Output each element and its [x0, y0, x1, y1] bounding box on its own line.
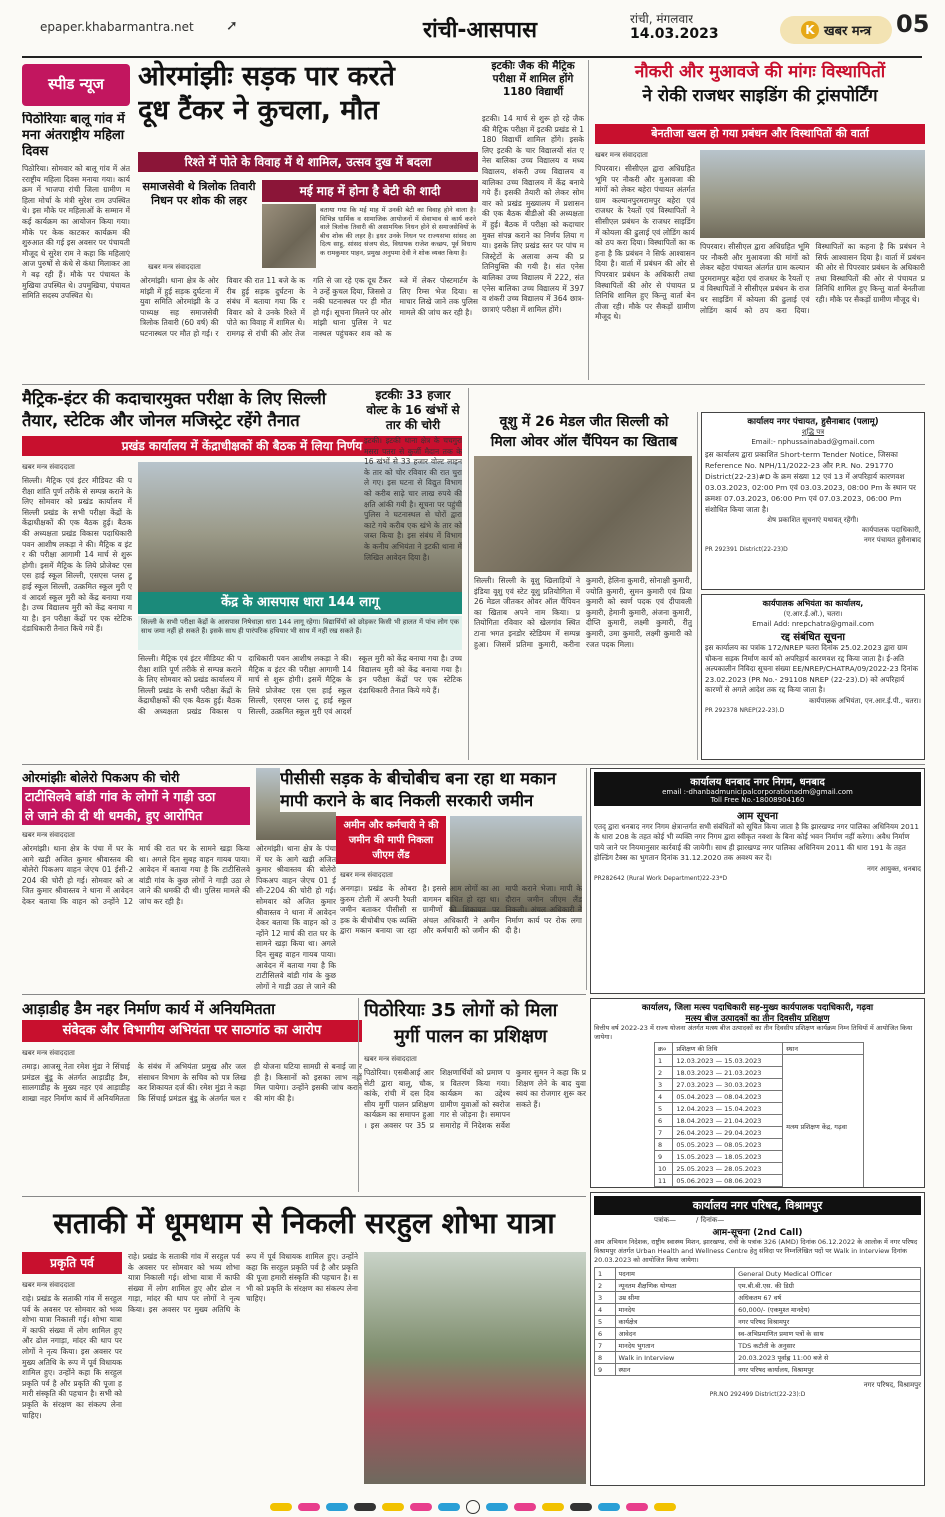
- section-title: रांची-आसपास: [423, 18, 537, 43]
- story1-side-title: समाजसेवी थे त्रिलोक तिवारी निधन पर शोक की लहर: [142, 180, 256, 207]
- story6-headline: वूशु में 26 मेडल जीत सिल्ली को मिला ओवर ऑल चैंपियन का खिताब: [490, 414, 678, 450]
- table-cell: 6: [655, 1115, 673, 1127]
- table-cell: नगर परिषद कार्यालय, विश्रामपुर: [735, 1364, 921, 1376]
- table-cell: 15.05.2023 — 18.05.2023: [673, 1151, 783, 1163]
- city-day: रांची, मंगलवार: [630, 12, 694, 26]
- table-row: [595, 1340, 921, 1352]
- portrait-photo: [262, 204, 316, 268]
- ad3-header: [594, 772, 921, 806]
- story2-headline: इटकीः जैक की मैट्रिक परीक्षा में शामिल होंगे 1180 विद्यार्थी: [491, 60, 575, 98]
- story1-strap: रिश्ते में पोते के विवाह में थे शामिल, उत्सव दुख में बदला: [138, 152, 478, 172]
- story4-body-b: सिल्ली। मैट्रिक एवं इंटर मीडियट की परीक्षा शांति पूर्ण तरीके से सम्पन्न कराने के लिए सोमवार को प्रखंड कार्यालय में सिल्ली प्रखंड के सभी परीक्षा केंद्रों के केंद्राधीक्षकों की एक बैठक हुई। बैठक की अध्यक्षता प्रखंड विकास पदाधिकारी पवन आशीष लकड़ा ने की। मैट्रिक व इंटर की परीक्षा आगामी 14 मार्च से शुरू होगी। इसमें मैट्रिक के लिये प्रोजेक्ट एस एस हाई स्कूल सिल्ली, एसएस प्लस टू हाई स्कूल सिल्ली, उत्क्रमित स्कूल मुरी एवं आदर्श स्कूल मुरी को केंद्र बनाया गया है। उच्च विद्यालय मुरी को केंद्र बनाया गया है। इन परीक्षा केंद्रों पर एक स्टेटिक दंडाधिकारी तैनात किये गये हैं।: [138, 654, 462, 716]
- story3-byline: खबर मन्त्र संवाददाता: [595, 151, 648, 159]
- story4-caption-body: सिल्ली के सभी परीक्षा केंद्रों के आसपास निषेधाज्ञा धारा 144 लागू रहेगा। विद्यार्थियों को छोड़कर किसी भी हालत में पांच लोग एक साथ जमा नहीं हो सकते हैं। इसके साथ ही पारंपरिक हथियार भी साथ में नहीं रख सकते हैं।: [138, 616, 462, 650]
- registration-mark-icon: [466, 1500, 480, 1514]
- table-cell: TDS कटौती के अनुसार: [735, 1340, 921, 1352]
- table-cell: 27.03.2023 — 30.03.2023: [673, 1079, 783, 1091]
- cursor-icon: ➚: [226, 18, 238, 34]
- story10-byline: खबर मन्त्र संवाददाता: [364, 1055, 417, 1063]
- table-cell: 2: [655, 1067, 673, 1079]
- page-number: 05: [896, 10, 930, 38]
- story1-body: ओरमांझी। थाना क्षेत्र के ओरमांझी में हुई सड़क दुर्घटना में युवा समिति ओरमांझी के उपाध्यक्ष सह समाजसेवी त्रिलोक तिवारी (60 वर्ष) की घटनास्थल पर मौत हो गई। रविवार की रात 11 बजे के करीब हुई सड़क दुर्घटना के संबंध में बताया गया कि रविवार को वे उनके रिश्ते में पोते का विवाह में शामिल थे। रामगढ़ से रांची की ओर तेज गति से जा रहे एक दूध टैंकर ने उन्हें कुचल दिया, जिससे उनकी घटनास्थल पर ही मौत हो गई। सूचना मिलने पर ओरमांझी थाना पुलिस ने घटनास्थल पहुंचकर शव को कब्जे में लेकर पोस्टमार्टम के लिए रिम्स भेज दिया। समाचार लिखे जाने तक पुलिस मामले की जांच कर रही है।: [140, 276, 478, 338]
- story2-body: इटकी। 14 मार्च से शुरू हो रहे जैक की मैट्रिक परीक्षा में इटकी प्रखंड से 1180 विद्यार्थी शामिल होंगे। इसके लिए इटकी के चार विद्यालयों संत एनेस बालिका उच्च विद्यालय व मध्य विद्यालय, शंकरी उच्च विद्यालय व बालिका उच्च विद्यालय में केंद्र बनाये गये हैं। इसकी तैयारी को लेकर सोमवार को प्रखंड मुख्यालय में प्रशासन की एक बैठक बीडीओ की अध्यक्षता में हुई। बैठक में परीक्षा को कदाचार मुक्त संपन्न कराने का निर्णय लिया गया। इसके लिए प्रखंड स्तर पर पांच मजिस्ट्रेटों के अलावा अन्य की प्रतिनियुक्ति की गयी है। संत एनेस बालिका उच्च विद्यालय में 222, संत एनेस बालिका उच्च विद्यालय में 397 व शंकरी उच्च विद्यालय में 364 छात्र-छात्राएं परीक्षा में शामिल होंगे।: [482, 114, 584, 314]
- table-cell: 1: [655, 1055, 673, 1067]
- brand-logo: K खबर मन्त्र: [780, 16, 892, 44]
- ad3-title: आम सूचना: [737, 811, 778, 822]
- ad2-sign: कार्यपालक अभियंता, एन.आर.ई.पी., चतरा।: [809, 696, 921, 705]
- wushu-team-photo: [474, 456, 692, 572]
- print-registration-strip: [0, 1496, 945, 1517]
- ad1-office: कार्यालय नगर पंचायत, हुसैनाबाद (पलामू): [747, 417, 879, 427]
- story10-body: पिठोरिया। एसबीआई आरसेटी द्वारा बालू, चौक, कांके, रांची में दस दिवसीय मुर्गी पालन प्रशिक्षण कार्यक्रम का समापन हुआ। इस अवसर पर 35 प्रशिक्षणार्थियों को प्रमाण पत्र वितरण किया गया। कार्यक्रम का उद्देश्य ग्रामीण युवाओं को स्वरोजगार से जोड़ना है। समापन समारोह में निदेशक सर्वेश कुमार सुमन ने कहा कि प्रशिक्षण लेने के बाद युवा स्वयं का रोजगार शुरू कर सकते हैं।: [364, 1068, 586, 1130]
- table-cell: मानदेय भुगतान: [615, 1340, 735, 1352]
- story10-headline: पिठोरियाः 35 लोगों को मिला मुर्गी पालन का प्रशिक्षण: [364, 1000, 558, 1047]
- table-cell: 18.03.2023 — 21.03.2023: [673, 1067, 783, 1079]
- story7-body-c: ओरमांझी। थाना क्षेत्र के पंचा में घर के आगे खड़ी अजित कुमार श्रीवास्तव की बोलेरो पिकअप वाहन जेएच 01 ईसी-2204 की चोरी हो गई। सोमवार को अजित कुमार श्रीवास्तव ने थाना में आवेदन देकर बताया कि वाहन को उन्होंने 12 मार्च की रात घर के सामने खड़ा किया था। अगले दिन सुबह वाहन गायब पाया। आवेदन में बताया गया है कि टाटीसिलवे बांडी गांव के कुछ लोगों ने गाड़ी उठा ले जाने की: [256, 844, 336, 990]
- brief-body: पिठोरिया। सोमवार को बालू गांव में अंतरराष्ट्रीय महिला दिवस मनाया गया। कार्यक्रम में भाजपा रांची जिला ग्रामीण महिला मोर्चा के मंत्री सुरेश राम उपस्थित थे। इस मौके पर महिलाओं के सम्मान में कई कार्यक्रम का आयोजन किया गया। मौके पर केक काटकर कार्यक्रम की शुरुआत की गई इस अवसर पर पंचायती मौजूद थे सुरेश राम ने कहा कि महिलाएं आज पुरुषों से कंधे से कंधा मिलाकर आगे बढ़ रही हैं। मौके पर पंचायत के मुखिया उपस्थित थे। उपमुखिया, पंचायत समिति सदस्य उपस्थित थे।: [22, 164, 130, 301]
- story11-body-b: राहे। प्रखंड के सताकी गांव में सरहुल पर्व के अवसर पर सोमवार को भव्य शोभा यात्रा निकाली गई। शोभा यात्रा में काफी संख्या में लोग शामिल हुए और ढोल नगाड़ा, मांदर की थाप पर लोगों ने नृत्य किया। इस अवसर पर मुख्य अतिथि के रूप में पूर्व विधायक शामिल हुए। उन्होंने कहा कि सरहुल प्रकृति पर्व है और प्रकृति की पूजा हमारी संस्कृति की पहचान है। सभी को प्रकृति के संरक्षण का संकल्प लेना चाहिए।: [128, 1252, 358, 1314]
- table-row: [595, 1268, 921, 1280]
- table-cell: 7: [595, 1340, 616, 1352]
- table-cell: न्यूनतम शैक्षणिक योग्यता: [615, 1280, 735, 1292]
- ad5-pr: PR.NO 292499 District(22-23):D: [709, 1391, 806, 1398]
- ad3-sign: नगर आयुक्त, धनबाद: [866, 864, 921, 873]
- table-cell: 9: [595, 1364, 616, 1376]
- ad5-sign: नगर परिषद, विश्रामपुर: [863, 1381, 921, 1389]
- table-cell: 05.06.2023 — 08.06.2023: [673, 1175, 783, 1187]
- table-cell: अधिकतम 67 वर्ष: [735, 1292, 921, 1304]
- table-row: [595, 1316, 921, 1328]
- ad-hussainabad: [701, 412, 925, 590]
- story9-byline: खबर मन्त्र संवाददाता: [22, 1049, 75, 1057]
- story8-headline: पीसीसी सड़क के बीचोबीच बना रहा था मकान मापी कराने के बाद निकली सरकारी जमीन: [280, 768, 582, 812]
- story8-body: अनगड़ा। प्रखंड के ओबरा कुरुम टोली में अपनी रैयती जमीन बताकर पीसीसी सड़क के बीचोबीच एक व्यक्ति द्वारा मकान बनाया जा रहा है। इससे आम लोगों का आवागमन बाधित हो रहा था। ग्रामीणों की शिकायत पर अंचल अधिकारी ने अमीन और कर्मचारी को जमीन की मापी कराने भेजा। मापी के दौरान जमीन जीएम लैंड निकली। अंचल अधिकारी ने निर्माण कार्य पर रोक लगा दी है।: [340, 884, 582, 936]
- table-cell: [655, 1187, 673, 1189]
- table-cell: 10: [655, 1163, 673, 1175]
- ad5-office: कार्यालय नगर परिषद, विश्रामपुर: [594, 1196, 921, 1215]
- ad5-intro: आम अभियान निदेशक, राष्ट्रीय स्वास्थ्य मिशन, झारखण्ड, रांची के पत्रांक 326 (AMD) दिनांक 06.12.2022 के आलोक में नगर परिषद विश्रामपुर अंतर्गत Urban Health and Wellness Centre हेतु संविदा पर निम्नलिखित पदों पर Walk in Interview दिनांक 20.03.2023 को आयोजित किया जायेगा।: [594, 1238, 918, 1264]
- protest-photo: [700, 150, 925, 238]
- story4-body-a: सिल्ली। मैट्रिक एवं इंटर मीडियट की परीक्षा शांति पूर्ण तरीके से सम्पन्न कराने के लिए सोमवार को प्रखंड कार्यालय में सिल्ली प्रखंड के सभी परीक्षा केंद्रों के केंद्राधीक्षकों की एक बैठक हुई। बैठक की अध्यक्षता प्रखंड विकास पदाधिकारी पवन आशीष लकड़ा ने की। मैट्रिक व इंटर की परीक्षा आगामी 14 मार्च से शुरू होगी। इसमें मैट्रिक के लिये प्रोजेक्ट एस एस हाई स्कूल सिल्ली, एसएस प्लस टू हाई स्कूल सिल्ली, उत्क्रमित स्कूल मुरी एवं आदर्श स्कूल मुरी को केंद्र बनाया गया है। उच्च विद्यालय मुरी को केंद्र बनाया गया है। इन परीक्षा केंद्रों पर एक स्टेटिक दंडाधिकारी तैनात किये गये हैं।: [22, 476, 132, 634]
- table-cell: स्व-अभिप्रमाणित प्रमाण पत्रों के साथ: [735, 1328, 921, 1340]
- sarhul-procession-photo: [364, 1252, 586, 1484]
- ad-chatra: [701, 594, 925, 760]
- ad4-table: [654, 1042, 864, 1188]
- table-cell: 05.04.2023 — 08.04.2023: [673, 1091, 783, 1103]
- brief-title: पिठोरियाः बालू गांव में मना अंतराष्ट्रीय महिला दिवस: [22, 112, 125, 159]
- table-row: [595, 1328, 921, 1340]
- table-cell: 2: [595, 1280, 616, 1292]
- story7-body: ओरमांझी। थाना क्षेत्र के पंचा में घर के आगे खड़ी अजित कुमार श्रीवास्तव की बोलेरो पिकअप वाहन जेएच 01 ईसी-2204 की चोरी हो गई। सोमवार को अजित कुमार श्रीवास्तव ने थाना में आवेदन देकर बताया कि वाहन को उन्होंने 12 मार्च की रात घर के सामने खड़ा किया था। अगले दिन सुबह वाहन गायब पाया। आवेदन में बताया गया है कि टाटीसिलवे बांडी गांव के कुछ लोगों ने गाड़ी उठा ले जाने की धमकी दी थी। पुलिस मामले की जांच कर रही है।: [22, 844, 250, 906]
- table-cell: 5: [595, 1316, 616, 1328]
- table-cell: Walk in Interview: [615, 1352, 735, 1364]
- ad3-pr: PR282642 (Rural Work Department)22-23*D: [594, 874, 728, 882]
- story1-headline: ओरमांझीः सड़क पार करते दूध टैंकर ने कुचला, मौत: [138, 61, 395, 126]
- table-cell: स्थान: [615, 1364, 735, 1376]
- speed-news-badge: स्पीड न्यूज: [22, 64, 130, 106]
- story8-byline: खबर मन्त्र संवाददाता: [340, 871, 393, 879]
- ad4-intro: वित्तीय वर्ष 2022-23 में राज्य योजना अंतर्गत मत्स्य बीज उत्पादकों का तीन दिवसीय प्रशिक्षण कार्यक्रम निम्न तिथियों में आयोजित किया जायेगा।: [594, 1024, 913, 1041]
- table-cell: 7: [655, 1127, 673, 1139]
- table-cell: मानदेय: [615, 1304, 735, 1316]
- table-cell: 12.04.2023 — 15.04.2023: [673, 1103, 783, 1115]
- table-cell: 3: [595, 1292, 616, 1304]
- ad-garhwa: [590, 998, 925, 1188]
- table-cell: आवेदन: [615, 1328, 735, 1340]
- table-cell: 8: [655, 1139, 673, 1151]
- ad5-patrank: पत्रांक—: [654, 1216, 677, 1224]
- story9-body: तमाड़। आजसू नेता रमेश मुंडा ने सिंचाई प्रमंडल बुंडू के अंतर्गत आड़ाडीह डैम, सालगाडीह के मुख्य नहर एवं आड़ाडीह शाखा नहर निर्माण कार्य में अनियमितता के संबंध में अभियंता प्रमुख और जल संसाधन विभाग के सचिव को पत्र लिख कर शिकायत दर्ज की। रमेश मुंडा ने कहा कि सिंचाई प्रमंडल बुंडू के अंतर्गत चल रही योजना घटिया सामग्री से बनाई जा रही है। किसानों को इसका लाभ नहीं मिल पायेगा। उन्होंने इसकी जांच कराने की मांग की है।: [22, 1062, 362, 1103]
- table-cell: 9: [655, 1151, 673, 1163]
- story9-headline: आड़ाडीह डैम नहर निर्माण कार्य में अनियमितता संवेदक और विभागीय अभियंता पर साठगांठ का आरोप: [22, 998, 362, 1042]
- story1-byline: खबर मन्त्र संवाददाता: [148, 263, 201, 271]
- table-cell: General Duty Medical Officer: [735, 1268, 921, 1280]
- table-cell: मत्स्य प्रशिक्षण केंद्र, गढ़वा: [783, 1055, 864, 1189]
- ad1-type: शुद्धि पत्र: [801, 428, 825, 436]
- table-cell: एम.बी.बी.एस. की डिग्री: [735, 1280, 921, 1292]
- table-row: [595, 1292, 921, 1304]
- table-cell: 8: [595, 1352, 616, 1364]
- table-header-row: [655, 1043, 864, 1055]
- ad2-pr: PR 292378 NREP(22-23).D: [705, 706, 785, 714]
- story5-headline: इटकीः 33 हजार वोल्ट के 16 खंभों से तार की चोरी: [364, 388, 462, 433]
- ad5-dinank: / दिनांक—: [696, 1216, 725, 1224]
- story3-headline: नौकरी और मुआवजे की मांगः विस्थापितों ने रोकी राजधर साइडिंग की ट्रांसपोर्टिंग: [634, 62, 886, 106]
- table-cell: 60,000/- (एकमुश्त मानदेय): [735, 1304, 921, 1316]
- table-cell: [673, 1187, 783, 1189]
- table-cell: 11: [655, 1175, 673, 1187]
- ad5-table: [594, 1267, 921, 1376]
- story1-box-body: बताया गया कि मई माह में उनकी बेटी का विवाह होने वाला है। विभिन्न धार्मिक व सामाजिक आयोजनों में सेवाभाव से कार्य करने वाले त्रिलोक तिवारी की असामयिक निधन होने से समाजसेवियों के बीच शोक की लहर है। इधर उनके निधन पर राज्यसभा सांसद आदित्य साहु, सांसद संजय सेठ, विधायक राजेश कच्छप, पूर्व विधायक रामकुमार पाहन, प्रमुख अनुपमा देवी ने शोक व्यक्त किया है।: [320, 206, 476, 257]
- ad4-office: कार्यालय, जिला मत्स्य पदाधिकारी सह-मुख्य कार्यपालक पदाधिकारी, गढ़वा: [641, 1003, 874, 1013]
- table-cell: 3: [655, 1079, 673, 1091]
- table-header: स्थान: [783, 1043, 864, 1055]
- ad1-email: Email:- nphussainabad@gmail.com: [751, 438, 875, 446]
- story6-body: सिल्ली। सिल्ली के वूशु खिलाड़ियों ने इंडिया वूशु एवं स्टेट वूशु प्रतियोगिता में 26 मेडल जीतकर ओवर ऑल चैंपियन का खिताब अपने नाम किया। प्रतियोगिता रविवार को खेलगांव स्थित टाना भगत इनडोर स्टेडियम में सम्पन्न हुआ। जिसमें प्रतिमा कुमारी, करीना कुमारी, हेलिना कुमारी, सोनाक्षी कुमारी, ज्योति कुमारी, सुमन कुमारी एवं प्रिया कुमारी को स्वर्ण पदक एवं दीपावली कुमारी, हेमानी कुमारी, अंजना कुमारी, दीप्ति कुमारी, लक्ष्मी कुमारी, रीतु कुमारी, उमा कुमारी, लक्ष्मी कुमारी को रजत पदक मिला।: [474, 576, 692, 649]
- table-header: क्र०: [655, 1043, 673, 1055]
- story1-box-title: मई माह में होना है बेटी की शादी: [262, 180, 478, 202]
- table-cell: 1: [595, 1268, 616, 1280]
- ad1-body: इस कार्यालय द्वारा प्रकाशित Short-term Tender Notice, जिसका Reference No. NPH/11/2022-23 और P.R. No. 291770 District(22-23)#D के क्रम संख्या 12 एवं 13 में अपरिहार्य कारणवश 03.03.2023, 02:00 Pm एवं 03.03.2023, 08:00 Pm के स्थान पर क्रमशः 07.03.2023, 06:00 Pm एवं 07.03.2023, 06:00 Pm संशोधित किया जाता है।: [705, 450, 916, 514]
- logo-icon: K: [801, 21, 819, 39]
- ad2-sub: (ए.आर.ई.ओ.), चतरा।: [783, 610, 843, 618]
- story7-headline: ओरमांझीः बोलेरो पिकअप की चोरी टाटीसिलवे बांडी गांव के लोगों ने गाड़ी उठा ले जाने की दी थी धमकी, हुए आरोपित: [22, 768, 250, 825]
- ad4-title: मत्स्य बीज उत्पादकों का तीन दिवसीय प्रशिक्षण: [685, 1014, 830, 1024]
- story4-headline: मैट्रिक-इंटर की कदाचारमुक्त परीक्षा के लिए सिल्ली तैयार, स्टेटिक और जोनल मजिस्ट्रेट रहेंगे तैनात: [22, 389, 326, 430]
- table-cell: 12.03.2023 — 15.03.2023: [673, 1055, 783, 1067]
- story3-strap: बेनतीजा खत्म हो गया प्रबंधन और विस्थापितों की वार्ता: [595, 124, 925, 144]
- story4-strap: प्रखंड कार्यालय में केंद्राधीक्षकों की बैठक में लिया निर्णय: [22, 436, 462, 456]
- ad3-email: email :-dhanbadmunicipalcorporationadm@gmail.com: [662, 788, 853, 796]
- story11-headline: सताकी में धूमधाम से निकली सरहुल शोभा यात्रा: [53, 1206, 555, 1240]
- ad3-toll: Toll Free No.-18008904160: [710, 796, 805, 804]
- ad1-pr: PR 292391 District(22-23)D: [705, 546, 788, 553]
- story4-caption-title: केंद्र के आसपास धारा 144 लागू: [138, 592, 462, 614]
- ad2-email: Email Add: nrepchatra@gmail.com: [752, 620, 874, 628]
- issue-date: 14.03.2023: [630, 26, 719, 42]
- table-row: [595, 1352, 921, 1364]
- ad1-sign2: नगर पंचायत हुसैनाबाद: [863, 536, 921, 544]
- ad-vishrampur: [590, 1192, 925, 1486]
- ad-dhanbad: [590, 768, 925, 994]
- table-row: [595, 1364, 921, 1376]
- ad2-body: इस कार्यालय का पत्रांक 172/NREP चतरा दिनांक 25.02.2023 द्वारा ग्राम चौकना सड़क निर्माण कार्य को अपरिहार्य कारणवश रद्द किया जाता है। ई-अति अल्पकालीन निविदा सूचना संख्या EE/NREP/CHATRA/09/2022-23 दिनांक 23.02.2023 (PR No.- 291108 NREP (22-23).D) को अपरिहार्य कारणों से अगले आदेश तक रद्द किया जाता है।: [705, 643, 918, 694]
- ad3-body: एतद् द्वारा धनबाद नगर निगम क्षेत्रान्तर्गत सभी संबंधितों को सूचित किया जाता है कि झारखण्ड नगर पालिका अधिनियम 2011 के धारा 208 के तहत कोई भी व्यक्ति नगर निगम द्वारा स्वीकृत नक्शा के बिना कोई भवन निर्माण नहीं करेगा। अवैध निर्माण पाये जाने पर नियमानुसार कार्रवाई की जायेगी। साथ ही झारखण्ड नगर पालिका अधिनियम 2011 की धारा 191 के तहत होल्डिंग टैक्स का भुगतान दिनांक 31.12.2020 तक अवश्य कर दें।: [594, 822, 919, 863]
- table-cell: 20.03.2023 पूर्वाह्न 11:00 बजे से: [735, 1352, 921, 1364]
- table-cell: 26.04.2023 — 29.04.2023: [673, 1127, 783, 1139]
- story11-byline: खबर मन्त्र संवाददाता: [22, 1281, 75, 1289]
- ad3-office: कार्यालय धनबाद नगर निगम, धनबाद: [690, 777, 825, 788]
- table-row: [595, 1304, 921, 1316]
- table-header: प्रशिक्षण की तिथि: [673, 1043, 783, 1055]
- table-cell: उम्र सीमा: [615, 1292, 735, 1304]
- table-cell: 4: [595, 1304, 616, 1316]
- story11-body-a: राहे। प्रखंड के सताकी गांव में सरहुल पर्व के अवसर पर सोमवार को भव्य शोभा यात्रा निकाली गई। शोभा यात्रा में काफी संख्या में लोग शामिल हुए और ढोल नगाड़ा, मांदर की थाप पर लोगों ने नृत्य किया। इस अवसर पर मुख्य अतिथि के रूप में पूर्व विधायक शामिल हुए। उन्होंने कहा कि सरहुल प्रकृति पर्व है और प्रकृति की पूजा हमारी संस्कृति की पहचान है। सभी को प्रकृति के संरक्षण का संकल्प लेना चाहिए।: [22, 1294, 122, 1420]
- story4-byline: खबर मन्त्र संवाददाता: [22, 463, 75, 471]
- site-url[interactable]: epaper.khabarmantra.net: [40, 20, 194, 34]
- table-cell: 05.05.2023 — 08.05.2023: [673, 1139, 783, 1151]
- story7-byline: खबर मन्त्र संवाददाता: [22, 831, 75, 839]
- left-brief: [22, 112, 130, 370]
- story3-body-a: पिपरवार। सीसीएल द्वारा अधिग्रहित भूमि पर नौकरी और मुआवजा की मांगों को लेकर बहेरा पंचायत अंतर्गत ग्राम कल्यानपुरमरामपुर बहेरा एवं राजधर के रैयतों एवं विस्थापितों ने सीसीएल प्रबंधन के राजधर साइडिंग में कोयला की ढुलाई एवं लोडिंग कार्य को ठप करा दिया। विस्थापितों का कहना है कि प्रबंधन ने सिर्फ आश्वासन दिया है। वार्ता में प्रबंधन की ओर से पिपरवार प्रबंधन के अधिकारी तथा विस्थापितों की ओर से पंचायत प्रतिनिधि शामिल हुए किन्तु वार्ता बेनतीजा रही। मौके पर सैकड़ों ग्रामीण मौजूद थे।: [595, 164, 695, 322]
- table-cell: पदनाम: [615, 1268, 735, 1280]
- table-cell: 4: [655, 1091, 673, 1103]
- ad2-title: रद्द संबंधित सूचना: [780, 632, 846, 643]
- ad1-note: शेष प्रकाशित सूचनाएं यथावत् रहेंगी।: [767, 516, 859, 524]
- ad2-office: कार्यपालक अभियंता का कार्यालय,: [762, 599, 864, 608]
- table-row: [595, 1280, 921, 1292]
- story5-body: इटकी। इटकी थाना क्षेत्र के चचगुरा मसरा पतरा से कुर्जी मैदान तक के 16 खंभों से 33 हजार वोल्ट लाइन के तार को चोर रविवार की रात चुरा ले गए। इस घटना से विद्युत विभाग को करीब साढ़े चार लाख रुपये की क्षति आंकी गयी है। सूचना पर पहुंची पुलिस ने घटनास्थल से चोरों द्वारा काटे गये करीब एक खंभे के तार को जब्त किया है। इस संबंध में विभाग के कनीय अभियंता ने इटकी थाना में लिखित आवेदन दिया है।: [364, 436, 462, 562]
- ad5-title: आम-सूचना (2nd Call): [712, 1228, 803, 1238]
- story8-sub: अमीन और कर्मचारी ने की जमीन की मापी निकला जीएम लैंड: [336, 816, 446, 864]
- table-cell: 5: [655, 1103, 673, 1115]
- table-cell: नगर परिषद विश्रामपुर: [735, 1316, 921, 1328]
- table-cell: 25.05.2023 — 28.05.2023: [673, 1163, 783, 1175]
- table-cell: 18.04.2023 — 21.04.2023: [673, 1115, 783, 1127]
- table-row: [655, 1055, 864, 1067]
- story3-body-b: पिपरवार। सीसीएल द्वारा अधिग्रहित भूमि पर नौकरी और मुआवजा की मांगों को लेकर बहेरा पंचायत अंतर्गत ग्राम कल्यानपुरमरामपुर बहेरा एवं राजधर के रैयतों एवं विस्थापितों ने सीसीएल प्रबंधन के राजधर साइडिंग में कोयला की ढुलाई एवं लोडिंग कार्य को ठप करा दिया। विस्थापितों का कहना है कि प्रबंधन ने सिर्फ आश्वासन दिया है। वार्ता में प्रबंधन की ओर से पिपरवार प्रबंधन के अधिकारी तथा विस्थापितों की ओर से पंचायत प्रतिनिधि शामिल हुए किन्तु वार्ता बेनतीजा रही। मौके पर सैकड़ों ग्रामीण मौजूद थे।: [700, 242, 925, 315]
- ad1-sign1: कार्यपालक पदाधिकारी,: [861, 526, 921, 534]
- table-cell: कार्यक्षेत्र: [615, 1316, 735, 1328]
- story11-label: प्रकृति पर्व: [22, 1252, 122, 1274]
- table-cell: 6: [595, 1328, 616, 1340]
